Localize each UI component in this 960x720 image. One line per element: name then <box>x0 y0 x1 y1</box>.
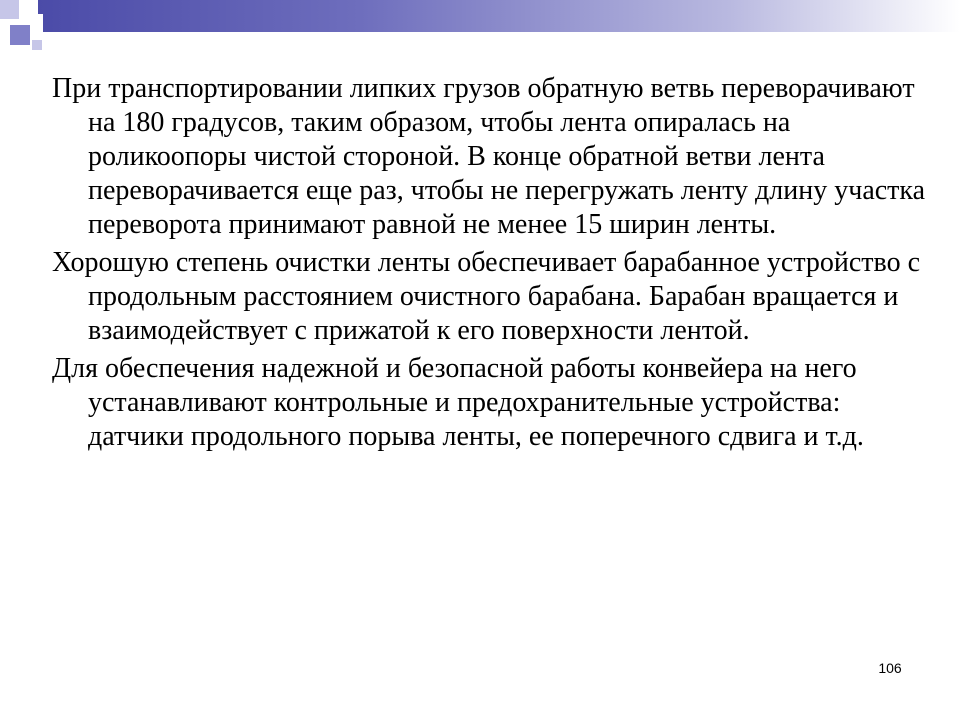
body-paragraph: Хорошую степень очистки ленты обеспечивает барабанное устройство с продольным расстоянием очистного барабана. Барабан вращается и взаимодействует с прижатой к его поверхности лентой. <box>52 247 920 346</box>
decorative-square <box>0 0 19 19</box>
decorative-square <box>32 40 42 50</box>
page-number: 106 <box>878 660 902 676</box>
decorative-square <box>10 25 30 45</box>
header-gradient-bar <box>38 0 960 32</box>
slide-body <box>52 72 932 458</box>
body-paragraph: Для обеспечения надежной и безопасной работы конвейера на него устанавливают контрольные и предохранительные устройства: датчики продольного порыва ленты, ее поперечного сдвига и т.д. <box>52 353 864 452</box>
body-paragraph: При транспортировании липких грузов обратную ветвь переворачивают на 180 градусов, таким образом, чтобы лента опиралась на роликоопоры чистой стороной. В конце обратной ветви лента переворачивается еще раз, чтобы не перегружать ленту длину участка переворота принимают равной не менее 15 ширин ленты. <box>52 73 926 240</box>
